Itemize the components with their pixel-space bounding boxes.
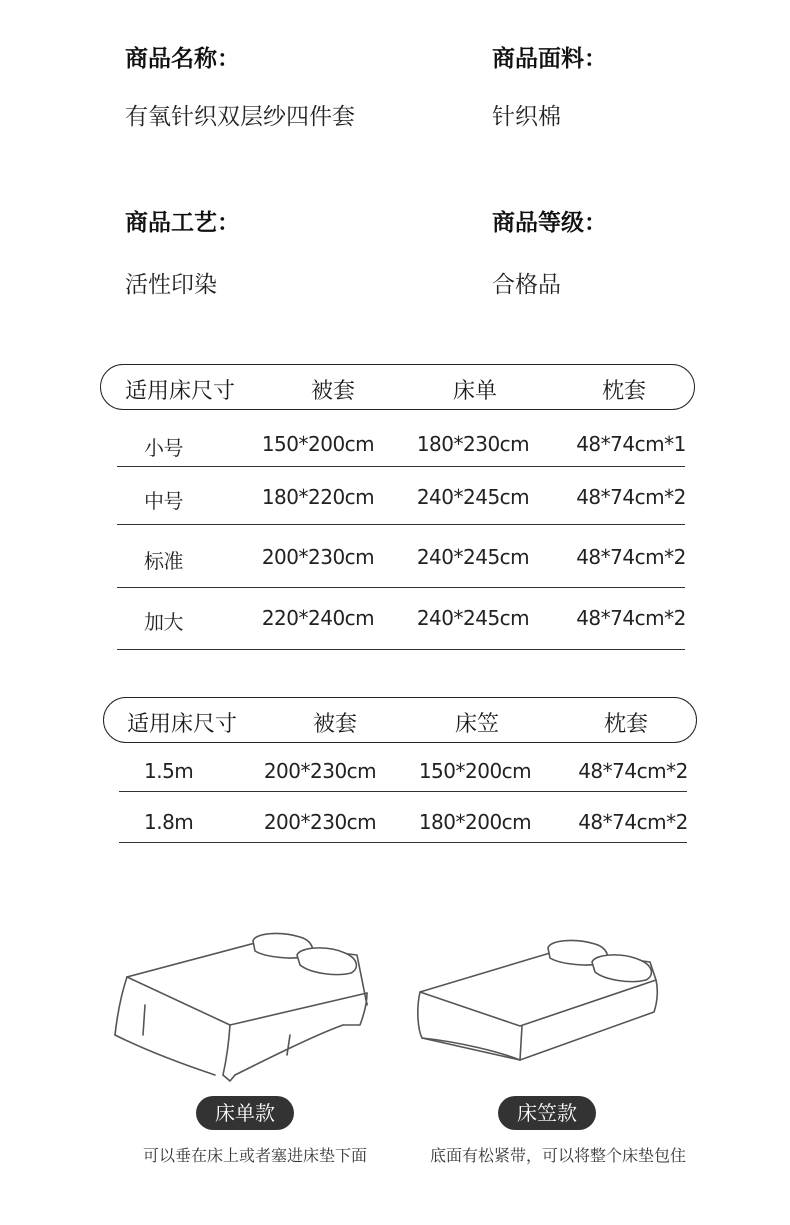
fabric-value: 针织棉: [492, 104, 561, 130]
table2-header-fitted: 床笠: [454, 712, 499, 737]
flat-sheet-caption: 可以垂在床上或者塞进床垫下面: [142, 1146, 367, 1165]
table-cell: 240*245cm: [416, 485, 530, 509]
table-cell: 48*74cm*2: [576, 485, 686, 509]
table-cell: 150*200cm: [418, 759, 532, 783]
table1-header-size: 适用床尺寸: [124, 379, 235, 404]
fitted-sheet-bed-illustration: [410, 930, 690, 1080]
table-row: 中号: [144, 489, 183, 513]
grade-label: 商品等级：: [492, 210, 607, 236]
table1-header-pillowcase: 枕套: [601, 379, 646, 404]
row-divider: [117, 524, 685, 525]
flat-sheet-bed-illustration: [105, 925, 385, 1085]
table-cell: 220*240cm: [261, 606, 375, 630]
table-cell: 180*230cm: [416, 432, 530, 456]
row-divider: [117, 649, 685, 650]
table2-header-duvet: 被套: [312, 712, 357, 737]
name-label: 商品名称：: [125, 46, 240, 72]
craft-value: 活性印染: [125, 272, 217, 298]
table-cell: 150*200cm: [261, 432, 375, 456]
grade-value: 合格品: [492, 272, 561, 298]
row-divider: [119, 791, 687, 792]
table-cell: 180*200cm: [418, 810, 532, 834]
fitted-sheet-caption: 底面有松紧带，可以将整个床垫包住: [429, 1146, 686, 1165]
flat-sheet-style-badge: 床单款: [196, 1096, 294, 1130]
table-row: 加大: [144, 610, 183, 634]
table-cell: 240*245cm: [416, 545, 530, 569]
fabric-label: 商品面料：: [492, 46, 607, 72]
table-cell: 48*74cm*2: [576, 545, 686, 569]
name-value: 有氧针织双层纱四件套: [125, 104, 355, 130]
table1-header-sheet: 床单: [452, 379, 497, 404]
table-cell: 240*245cm: [416, 606, 530, 630]
row-divider: [119, 842, 687, 843]
table-cell: 48*74cm*2: [576, 606, 686, 630]
table-cell: 200*230cm: [263, 759, 377, 783]
table-cell: 180*220cm: [261, 485, 375, 509]
row-divider: [117, 587, 685, 588]
table-row: 标准: [144, 549, 183, 573]
table-cell: 200*230cm: [263, 810, 377, 834]
craft-label: 商品工艺：: [125, 210, 240, 236]
table2-header-pillowcase: 枕套: [603, 712, 648, 737]
table-cell: 48*74cm*2: [578, 759, 688, 783]
table2-header-size: 适用床尺寸: [126, 712, 237, 737]
table-row: 小号: [144, 436, 183, 460]
fitted-sheet-style-badge: 床笠款: [498, 1096, 596, 1130]
table-cell: 48*74cm*1: [576, 432, 686, 456]
table-row: 1.8m: [144, 810, 194, 834]
row-divider: [117, 466, 685, 467]
table1-header-duvet: 被套: [310, 379, 355, 404]
table-row: 1.5m: [144, 759, 194, 783]
table-cell: 48*74cm*2: [578, 810, 688, 834]
table-cell: 200*230cm: [261, 545, 375, 569]
